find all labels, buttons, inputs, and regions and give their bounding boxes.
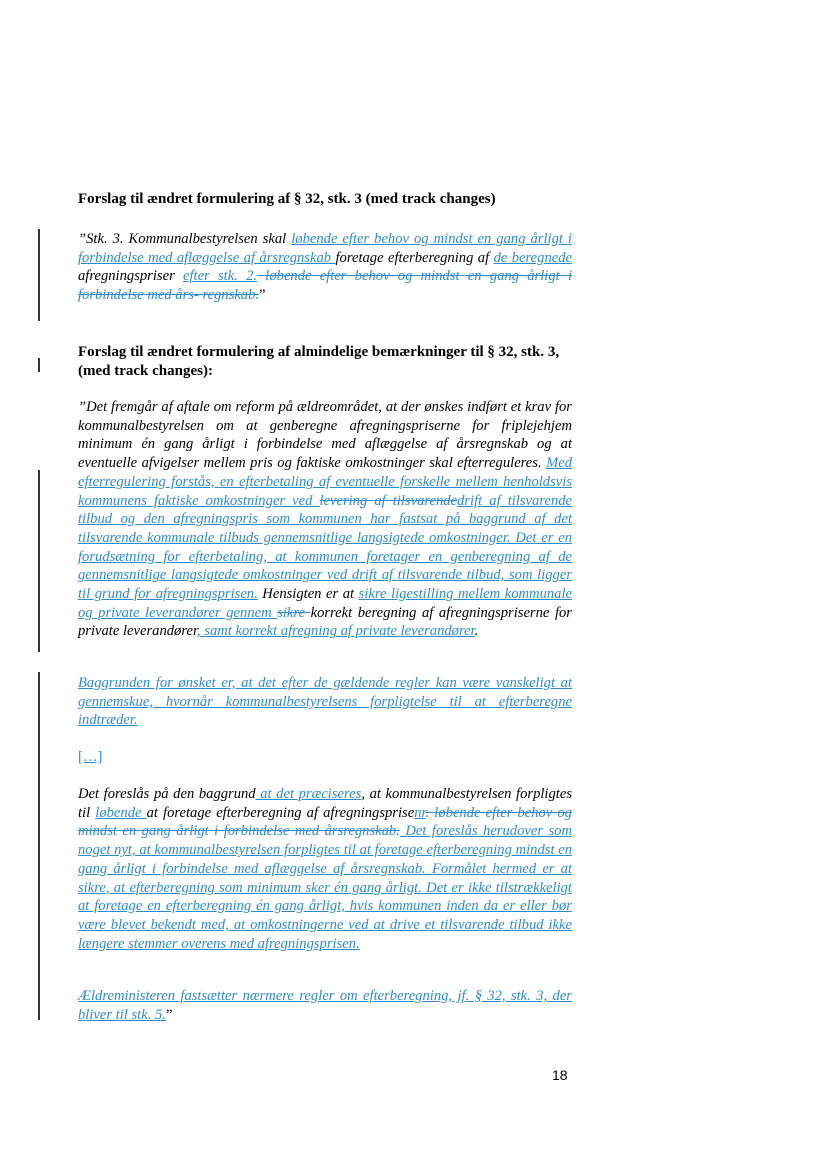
para2-run: sikre ligestilling mellem kommunale og private leverandører gennem: [78, 586, 572, 621]
para5-run: at det præciseres: [255, 786, 362, 802]
para2-run: levering af tilsvarende: [319, 492, 458, 509]
para5-run: , at kommunalbestyrelsen forpligtes til: [78, 786, 572, 821]
para2-run: .: [474, 623, 479, 640]
paragraph-ellipsis: [78, 748, 572, 767]
para1-run: efter stk. 2.: [183, 268, 258, 285]
para1-run: ”: [259, 287, 266, 304]
para1-run: ”Stk. 3. Kommunalbestyrelsen skal: [78, 231, 292, 247]
paragraph-stk3: [78, 230, 572, 305]
change-bar: [38, 470, 40, 652]
para5-run: Det foreslås på den baggrund: [78, 786, 256, 802]
para1-run: afregningspriser: [78, 268, 183, 285]
paragraph-background: [78, 674, 572, 730]
para4-run: […]: [78, 749, 103, 765]
para6-run: Ældreministeren fastsætter nærmere regler om efterberegning, jf. § 32, stk. 3, der bliver til stk. 5.: [78, 988, 572, 1023]
page-number: 18: [552, 1067, 568, 1083]
paragraph-proposal: [78, 785, 572, 953]
change-bar: [38, 229, 40, 321]
para2-run: korrekt beregning af afregningspriserne for private leverandører: [78, 604, 572, 640]
para1-run: de beregnede: [493, 249, 573, 266]
para2-run: Hensigten er at: [257, 586, 359, 603]
change-bar: [38, 358, 40, 372]
change-bar: [38, 672, 40, 1020]
para2-run: , samt korrekt afregning af private leverandører: [197, 623, 475, 640]
para1-run: løbende efter behov og mindst en gang årligt i forbindelse med års- regnskab.: [78, 268, 572, 304]
para5-run: Det foreslås herudover som noget nyt, at kommunalbestyrelsen forpligtes til at foretage efterberegning mindst en gang årligt i forbindelse med aflæggelse af årsregnskab. Formålet hermed er at sikre, at efterberegning som minimum sker én gang årligt. Det er ikke tilstrækkeligt at foretage en efterberegning én gang årligt, hvis kommunen inden da er eller bør være blevet bekendt med, at omkostningerne ved at drive et tilsvarende tilbud ikke længere stemmer overens med afregningsprisen.: [78, 823, 572, 952]
section-heading-remarks: Forslag til ændret formulering af almindelige bemærkninger til § 32, stk. 3, (med track changes):: [78, 344, 560, 379]
para1-run: foretage efterberegning af: [335, 249, 494, 266]
para2-run: drift af tilsvarende tilbud og den afregningspris som kommunen har fastsat på baggrund af det tilsvarende kommunale tilbuds gennemsnitlige langsigtede omkostninger. Det er en forudsætning for efterbetaling, at kommunen foretager en genberegning af de gennemsnitlige langsigtede omkostninger ved drift af tilsvarende tilbud, som ligger til grund for afregningsprisen.: [78, 492, 572, 603]
para5-run: at foretage efterberegning af afregningsprise: [146, 804, 415, 821]
para3-run: Baggrunden for ønsket er, at det efter de gældende regler kan være vanskeligt at gennemskue, hvornår kommunalbestyrelsens forpligtelse til at efterberegne indtræder.: [78, 675, 572, 729]
section-heading-paragraph: Forslag til ændret formulering af § 32, stk. 3 (med track changes): [78, 191, 496, 207]
para5-run: løbende: [95, 804, 147, 821]
para6-run: ”: [165, 1006, 173, 1023]
para2-run: sikre: [277, 604, 311, 621]
paragraph-minister: [78, 987, 572, 1024]
para5-run: nr: [414, 804, 426, 821]
paragraph-remarks: [78, 398, 572, 641]
para1-run: løbende efter behov og mindst en gang årligt i forbindelse med aflæggelse af årsregnskab: [78, 231, 572, 266]
para2-run: ”Det fremgår af aftale om reform på ældreområdet, at der ønskes indført et krav for kommunalbestyrelsen om at genberegne afregningspriserne for friplejehjem minimum én gang årligt i forbindelse med aflæggelse af årsregnskab og at eventuelle afvigelser mellem pris og faktiske omkostninger skal efterreguleres.: [78, 399, 572, 472]
para5-run: . løbende efter behov og mindst en gang årligt i forbindelse med årsregnskab.: [78, 804, 572, 840]
para2-run: Med efterregulering forstås, en efterbetaling af eventuelle forskelle mellem henholdsvis kommunens faktiske omkostninger ved: [78, 455, 572, 509]
